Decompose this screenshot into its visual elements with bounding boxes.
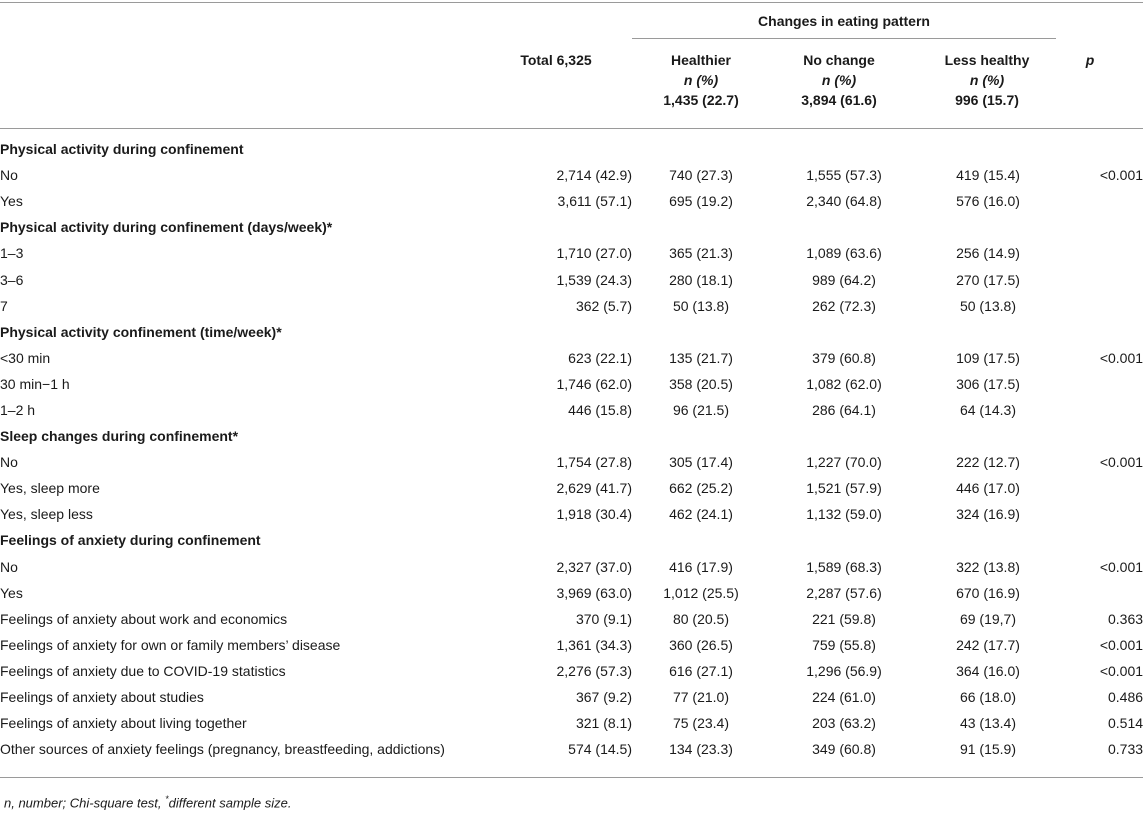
healthier-cell: 695 (19.2) — [669, 193, 733, 210]
less-healthy-cell: 446 (17.0) — [956, 480, 1020, 497]
p-value-cell: <0.001 — [1099, 558, 1143, 575]
section-title: Sleep changes during confinement* — [0, 428, 239, 445]
no-change-cell: 203 (63.2) — [812, 715, 876, 732]
healthier-cell: 416 (17.9) — [669, 558, 733, 575]
healthier-cell: 616 (27.1) — [669, 662, 733, 679]
no-change-cell: 989 (64.2) — [812, 271, 876, 288]
p-value-cell: 0.363 — [1108, 610, 1143, 627]
table-row — [0, 397, 1143, 423]
total-cell: 574 (14.5) — [568, 741, 632, 758]
table-row — [0, 684, 1143, 710]
table-row — [0, 188, 1143, 214]
p-value-cell: 0.733 — [1108, 741, 1143, 758]
healthier-cell: 365 (21.3) — [669, 245, 733, 262]
total-cell: 1,361 (34.3) — [556, 636, 632, 653]
row-label: <30 min — [0, 349, 51, 366]
p-value-cell — [1058, 293, 1143, 319]
total-cell: 370 (9.1) — [575, 610, 632, 627]
less-healthy-cell: 270 (17.5) — [956, 271, 1020, 288]
table-row — [0, 632, 1143, 658]
p-value-cell: <0.001 — [1099, 662, 1143, 679]
p-value-cell — [1058, 475, 1143, 501]
less-healthy-cell: 670 (16.9) — [956, 584, 1020, 601]
table-row — [0, 266, 1143, 292]
p-value-cell — [1058, 397, 1143, 423]
p-value-cell: <0.001 — [1099, 454, 1143, 471]
table-row — [0, 658, 1143, 684]
p-column-header — [1060, 50, 1120, 70]
healthier-cell: 740 (27.3) — [669, 167, 733, 184]
row-label: No — [0, 167, 18, 184]
p-value-cell — [1058, 240, 1143, 266]
no-change-cell: 224 (61.0) — [812, 689, 876, 706]
total-cell: 3,969 (63.0) — [556, 584, 632, 601]
table-row — [0, 371, 1143, 397]
less-healthy-cell: 419 (15.4) — [956, 167, 1020, 184]
healthier-cell: 134 (23.3) — [669, 741, 733, 758]
healthier-unit: n (%) — [683, 72, 719, 88]
section-title: Physical activity during confinement (days/week)* — [0, 219, 333, 236]
healthier-cell: 77 (21.0) — [672, 689, 730, 706]
healthier-cell: 280 (18.1) — [669, 271, 733, 288]
total-cell: 2,327 (37.0) — [556, 558, 632, 575]
results-table — [0, 136, 1143, 762]
p-value-cell — [1058, 580, 1143, 606]
row-label: 3–6 — [0, 271, 24, 288]
p-value-cell: 0.514 — [1108, 715, 1143, 732]
table-row — [0, 710, 1143, 736]
footnote-mark: * — [165, 794, 169, 804]
group-header-rule — [632, 38, 1056, 39]
healthier-cell: 96 (21.5) — [672, 401, 730, 418]
less-healthy-unit: n (%) — [969, 72, 1005, 88]
footnote-text: n, number; Chi-square test, — [4, 795, 166, 811]
no-change-cell: 1,089 (63.6) — [806, 245, 882, 262]
p-value-cell: <0.001 — [1099, 636, 1143, 653]
no-change-cell: 1,521 (57.9) — [806, 480, 882, 497]
footnote-after: different sample size. — [168, 795, 292, 811]
healthier-cell: 462 (24.1) — [669, 506, 733, 523]
row-label: 30 min−1 h — [0, 375, 70, 392]
less-healthy-cell: 91 (15.9) — [959, 741, 1017, 758]
less-healthy-cell: 222 (12.7) — [956, 454, 1020, 471]
total-cell: 367 (9.2) — [575, 689, 632, 706]
no-change-cell: 286 (64.1) — [812, 401, 876, 418]
no-change-cell: 1,296 (56.9) — [806, 662, 882, 679]
total-cell: 1,754 (27.8) — [556, 454, 632, 471]
table-row — [0, 293, 1143, 319]
healthier-cell: 305 (17.4) — [669, 454, 733, 471]
no-change-label: No change — [803, 52, 875, 68]
no-change-column-header — [770, 50, 908, 110]
no-change-total: 3,894 (61.6) — [801, 92, 877, 108]
less-healthy-cell: 64 (14.3) — [959, 401, 1017, 418]
table-row — [0, 580, 1143, 606]
no-change-cell: 1,132 (59.0) — [806, 506, 882, 523]
total-cell: 2,276 (57.3) — [556, 662, 632, 679]
total-cell: 1,710 (27.0) — [556, 245, 632, 262]
table-row — [0, 475, 1143, 501]
p-value-cell — [1058, 188, 1143, 214]
row-label: Feelings of anxiety about studies — [0, 689, 204, 706]
less-healthy-cell: 364 (16.0) — [956, 662, 1020, 679]
healthier-cell: 135 (21.7) — [669, 349, 733, 366]
total-cell: 362 (5.7) — [575, 297, 632, 314]
row-label: Feelings of anxiety about work and economics — [0, 610, 288, 627]
row-label: Yes — [0, 193, 23, 210]
no-change-cell: 379 (60.8) — [812, 349, 876, 366]
top-rule — [0, 2, 1143, 3]
p-label: p — [1085, 52, 1095, 68]
less-healthy-cell: 306 (17.5) — [956, 375, 1020, 392]
no-change-cell: 1,555 (57.3) — [806, 167, 882, 184]
healthier-cell: 50 (13.8) — [672, 297, 730, 314]
section-header-row — [0, 214, 1143, 240]
no-change-cell: 1,082 (62.0) — [806, 375, 882, 392]
row-label: Yes — [0, 584, 23, 601]
row-label: Yes, sleep more — [0, 480, 100, 497]
row-label: Feelings of anxiety about living together — [0, 715, 247, 732]
healthier-cell: 662 (25.2) — [669, 480, 733, 497]
table-row — [0, 736, 1143, 762]
row-label: No — [0, 558, 18, 575]
no-change-cell: 2,287 (57.6) — [806, 584, 882, 601]
section-title: Feelings of anxiety during confinement — [0, 532, 261, 549]
less-healthy-cell: 324 (16.9) — [956, 506, 1020, 523]
table-row — [0, 345, 1143, 371]
total-cell: 2,714 (42.9) — [556, 167, 632, 184]
less-healthy-cell: 50 (13.8) — [959, 297, 1017, 314]
less-healthy-cell: 576 (16.0) — [956, 193, 1020, 210]
healthier-cell: 360 (26.5) — [669, 636, 733, 653]
total-cell: 1,918 (30.4) — [556, 506, 632, 523]
total-cell: 1,746 (62.0) — [556, 375, 632, 392]
less-healthy-total: 996 (15.7) — [955, 92, 1019, 108]
section-header-row — [0, 136, 1143, 162]
healthier-cell: 358 (20.5) — [669, 375, 733, 392]
row-label: No — [0, 454, 18, 471]
row-label: 7 — [0, 297, 8, 314]
p-value-cell: <0.001 — [1099, 167, 1143, 184]
healthier-cell: 1,012 (25.5) — [663, 584, 739, 601]
p-value-cell: 0.486 — [1108, 689, 1143, 706]
less-healthy-cell: 69 (19,7) — [959, 610, 1017, 627]
p-value-cell — [1058, 371, 1143, 397]
healthier-cell: 75 (23.4) — [672, 715, 730, 732]
total-column-header: Total 6,325 — [520, 52, 592, 68]
healthier-column-header — [632, 50, 770, 110]
less-healthy-cell: 242 (17.7) — [956, 636, 1020, 653]
table-row — [0, 501, 1143, 527]
less-healthy-cell: 43 (13.4) — [959, 715, 1017, 732]
no-change-cell: 349 (60.8) — [812, 741, 876, 758]
table-bottom-rule — [0, 777, 1143, 778]
p-value-cell: <0.001 — [1099, 349, 1143, 366]
no-change-cell: 262 (72.3) — [812, 297, 876, 314]
no-change-cell: 1,589 (68.3) — [806, 558, 882, 575]
less-healthy-column-header — [918, 50, 1056, 110]
row-label: Other sources of anxiety feelings (pregnancy, breastfeeding, addictions) — [0, 741, 445, 758]
table-row — [0, 554, 1143, 580]
row-label: 1–2 h — [0, 401, 36, 418]
footnote — [4, 794, 292, 810]
section-header-row — [0, 423, 1143, 449]
row-label: 1–3 — [0, 245, 24, 262]
less-healthy-cell: 109 (17.5) — [956, 349, 1020, 366]
total-cell: 3,611 (57.1) — [557, 193, 632, 210]
less-healthy-cell: 66 (18.0) — [959, 689, 1017, 706]
total-cell: 446 (15.8) — [568, 401, 632, 418]
less-healthy-cell: 322 (13.8) — [956, 558, 1020, 575]
table-row — [0, 606, 1143, 632]
section-header-row — [0, 319, 1143, 345]
no-change-cell: 1,227 (70.0) — [806, 454, 882, 471]
healthier-cell: 80 (20.5) — [672, 610, 730, 627]
table-row — [0, 449, 1143, 475]
section-title: Physical activity during confinement — [0, 141, 244, 158]
section-header-row — [0, 527, 1143, 553]
less-healthy-cell: 256 (14.9) — [956, 245, 1020, 262]
group-header-label: Changes in eating pattern — [758, 13, 930, 29]
total-cell: 2,629 (41.7) — [556, 480, 632, 497]
healthier-total: 1,435 (22.7) — [663, 92, 739, 108]
row-label: Feelings of anxiety due to COVID-19 statistics — [0, 662, 286, 679]
table-body — [0, 136, 1143, 762]
total-cell: 623 (22.1) — [568, 349, 632, 366]
row-label: Yes, sleep less — [0, 506, 93, 523]
p-value-cell — [1058, 501, 1143, 527]
total-cell: 1,539 (24.3) — [556, 271, 632, 288]
less-healthy-label: Less healthy — [944, 52, 1030, 68]
table-row — [0, 240, 1143, 266]
table-row — [0, 162, 1143, 188]
no-change-unit: n (%) — [821, 72, 857, 88]
no-change-cell: 221 (59.8) — [812, 610, 876, 627]
no-change-cell: 2,340 (64.8) — [806, 193, 882, 210]
row-label: Feelings of anxiety for own or family members’ disease — [0, 636, 341, 653]
header-bottom-rule — [0, 128, 1143, 129]
no-change-cell: 759 (55.8) — [812, 636, 876, 653]
p-value-cell — [1058, 266, 1143, 292]
total-cell: 321 (8.1) — [575, 715, 632, 732]
healthier-label: Healthier — [671, 52, 731, 68]
section-title: Physical activity confinement (time/week)* — [0, 323, 282, 340]
